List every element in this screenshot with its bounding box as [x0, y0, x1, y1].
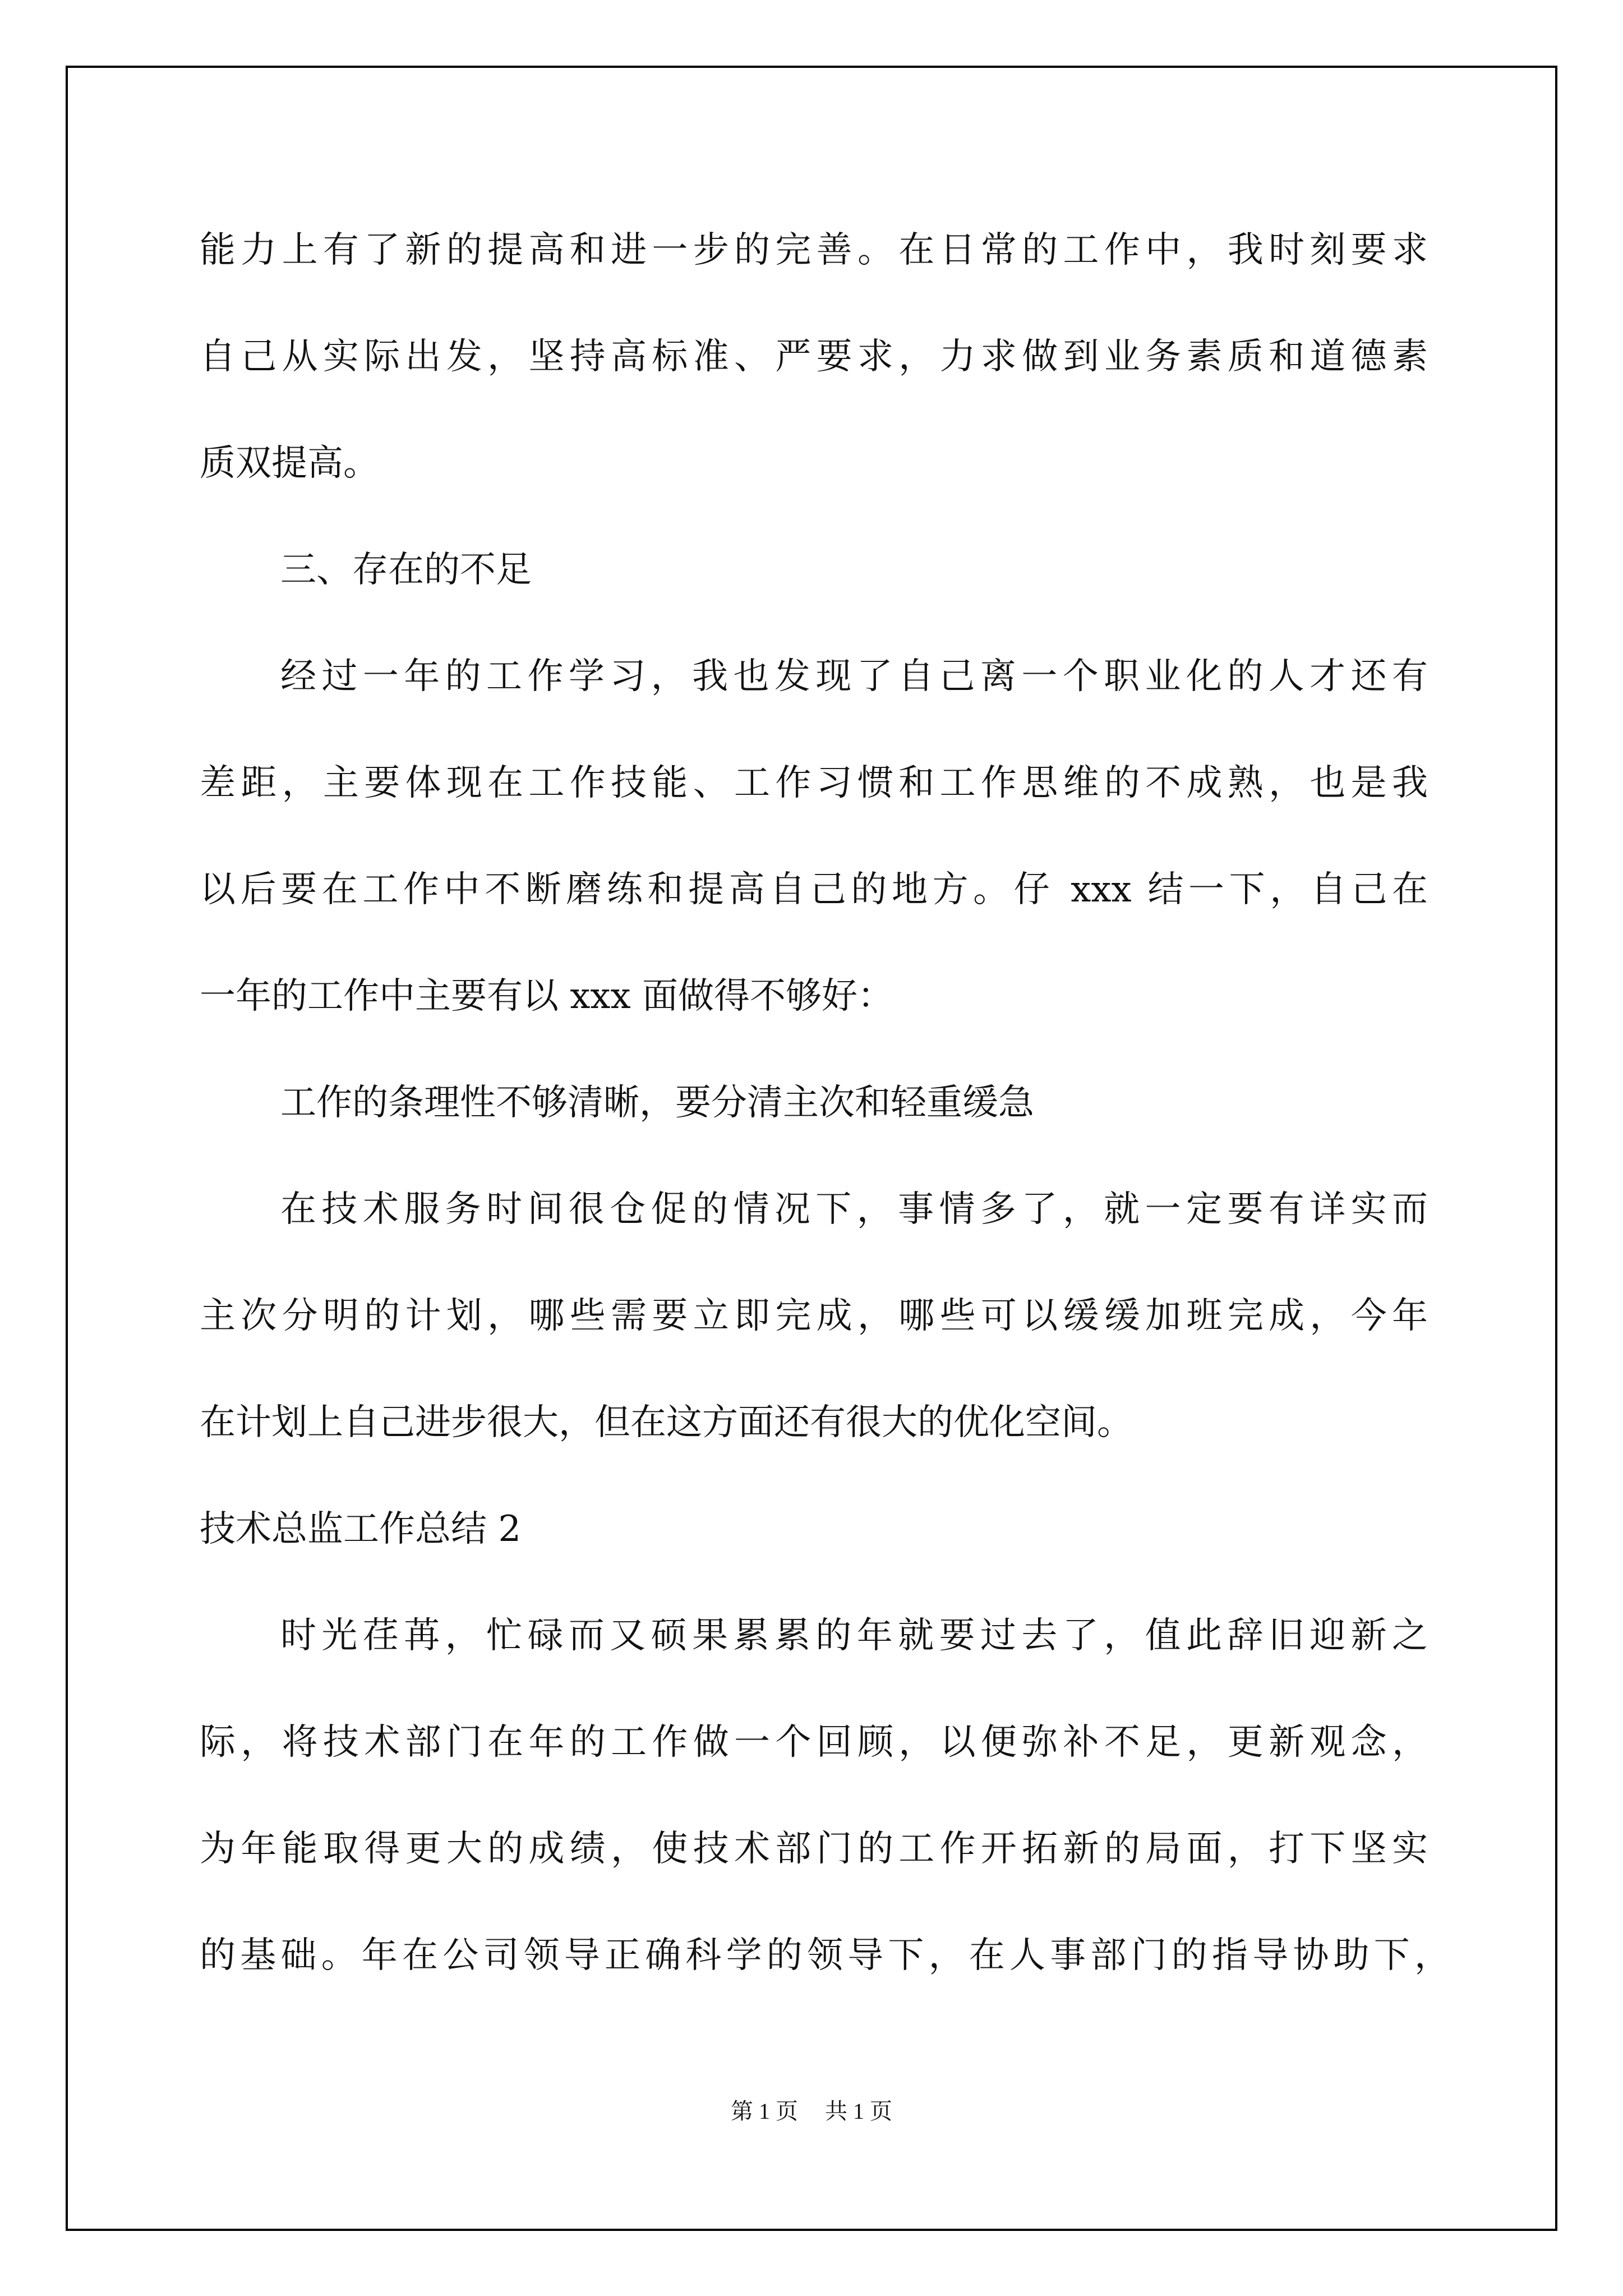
- section-heading: 三、存在的不足: [280, 549, 532, 591]
- page-border: [66, 66, 1557, 2231]
- body-text-line: 际，将技术部门在年的工作做一个回顾，以便弥补不足，更新观念，: [200, 1722, 1428, 1763]
- body-text-line: 主次分明的计划，哪些需要立即完成，哪些可以缓缓加班完成，今年: [200, 1295, 1428, 1337]
- body-text-line: 能力上有了新的提高和进一步的完善。在日常的工作中，我时刻要求: [200, 229, 1428, 271]
- body-text-line: 的基础。年在公司领导正确科学的领导下，在人事部门的指导协助下，: [200, 1935, 1450, 1976]
- body-text-line: 以后要在工作中不断磨练和提高自己的地方。仔 xxx 结一下，自己在: [200, 869, 1428, 910]
- body-text-line: 质双提高。: [200, 443, 379, 484]
- body-text-line: 一年的工作中主要有以 xxx 面做得不够好：: [200, 976, 893, 1017]
- page-total: 共 1 页: [825, 2099, 892, 2124]
- body-text-line: 自己从实际出发，坚持高标准、严要求，力求做到业务素质和道德素: [200, 336, 1428, 378]
- body-text-line: 差距，主要体现在工作技能、工作习惯和工作思维的不成熟，也是我: [200, 762, 1428, 804]
- body-text-line: 经过一年的工作学习，我也发现了自己离一个职业化的人才还有: [280, 656, 1428, 697]
- body-text-line: 工作的条理性不够清晰，要分清主次和轻重缓急: [280, 1082, 1034, 1124]
- page-number: 第 1 页: [731, 2099, 798, 2124]
- body-text-line: 为年能取得更大的成绩，使技术部门的工作开拓新的局面，打下坚实: [200, 1828, 1428, 1870]
- document-title: 技术总监工作总结 2: [200, 1508, 522, 1550]
- body-text-line: 在技术服务时间很仓促的情况下，事情多了，就一定要有详实而: [280, 1189, 1428, 1230]
- body-text-line: 在计划上自己进步很大，但在这方面还有很大的优化空间。: [200, 1402, 1133, 1443]
- body-text-line: 时光荏苒，忙碌而又硕果累累的年就要过去了，值此辞旧迎新之: [280, 1615, 1428, 1657]
- page-footer: [0, 2100, 1623, 2123]
